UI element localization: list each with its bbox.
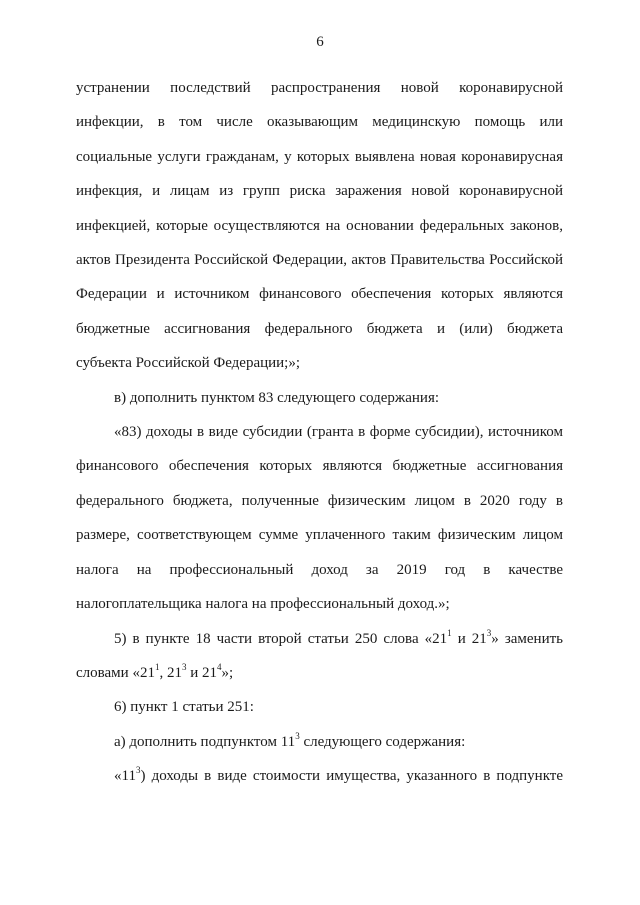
text-line: Федерации и источником финансового обеспечения которых являются xyxy=(76,286,563,303)
text-line: федерального бюджета, полученные физическим лицом в 2020 году в xyxy=(76,492,563,509)
text-line: инфекция, и лицам из групп риска заражения новой коронавирусной xyxy=(76,183,563,200)
text-line: налогоплательщика налога на профессиональный доход.»; xyxy=(76,596,450,613)
text-line: актов Президента Российской Федерации, актов Правительства Российской xyxy=(76,252,563,269)
page-number: 6 xyxy=(316,34,324,50)
text-line: финансового обеспечения которых являются бюджетные ассигнования xyxy=(76,458,563,475)
text-line: социальные услуги гражданам, у которых выявлена новая коронавирусная xyxy=(76,148,563,165)
text-line: устранении последствий распространения новой коронавирусной xyxy=(76,80,563,96)
item6a-line: а) дополнить подпунктом $11^3$ следующего содержания: xyxy=(114,730,466,750)
document-body xyxy=(76,71,563,794)
text-line: бюджетные ассигнования федерального бюджета и (или) бюджета xyxy=(76,320,563,337)
text-line: размере, соответствующем сумме уплаченного таким физическим лицом xyxy=(76,527,563,544)
item5-line2: словами «$21^1$, $21^3$ и $21^4$»; xyxy=(76,661,234,681)
item5-line1: 5) в пункте 18 части второй статьи 250 слова «$21^1$ и $21^3$» заменить xyxy=(114,627,564,647)
text-line: инфекции, в том числе оказывающим медицинскую помощь или xyxy=(76,114,563,131)
item6a-text-line: «$11^3$) доходы в виде стоимости имущества, указанного в подпункте xyxy=(114,765,563,785)
text-line: «83) доходы в виде субсидии (гранта в форме субсидии), источником xyxy=(114,424,563,441)
item6-line: 6) пункт 1 статьи 251: xyxy=(114,699,254,716)
text-line: налога на профессиональный доход за 2019 год в качестве xyxy=(76,561,563,578)
text-line: инфекцией, которые осуществляются на основании федеральных законов, xyxy=(76,217,563,234)
text-line: субъекта Российской Федерации;»; xyxy=(76,355,301,372)
text-line: в) дополнить пунктом 83 следующего содержания: xyxy=(114,389,440,406)
